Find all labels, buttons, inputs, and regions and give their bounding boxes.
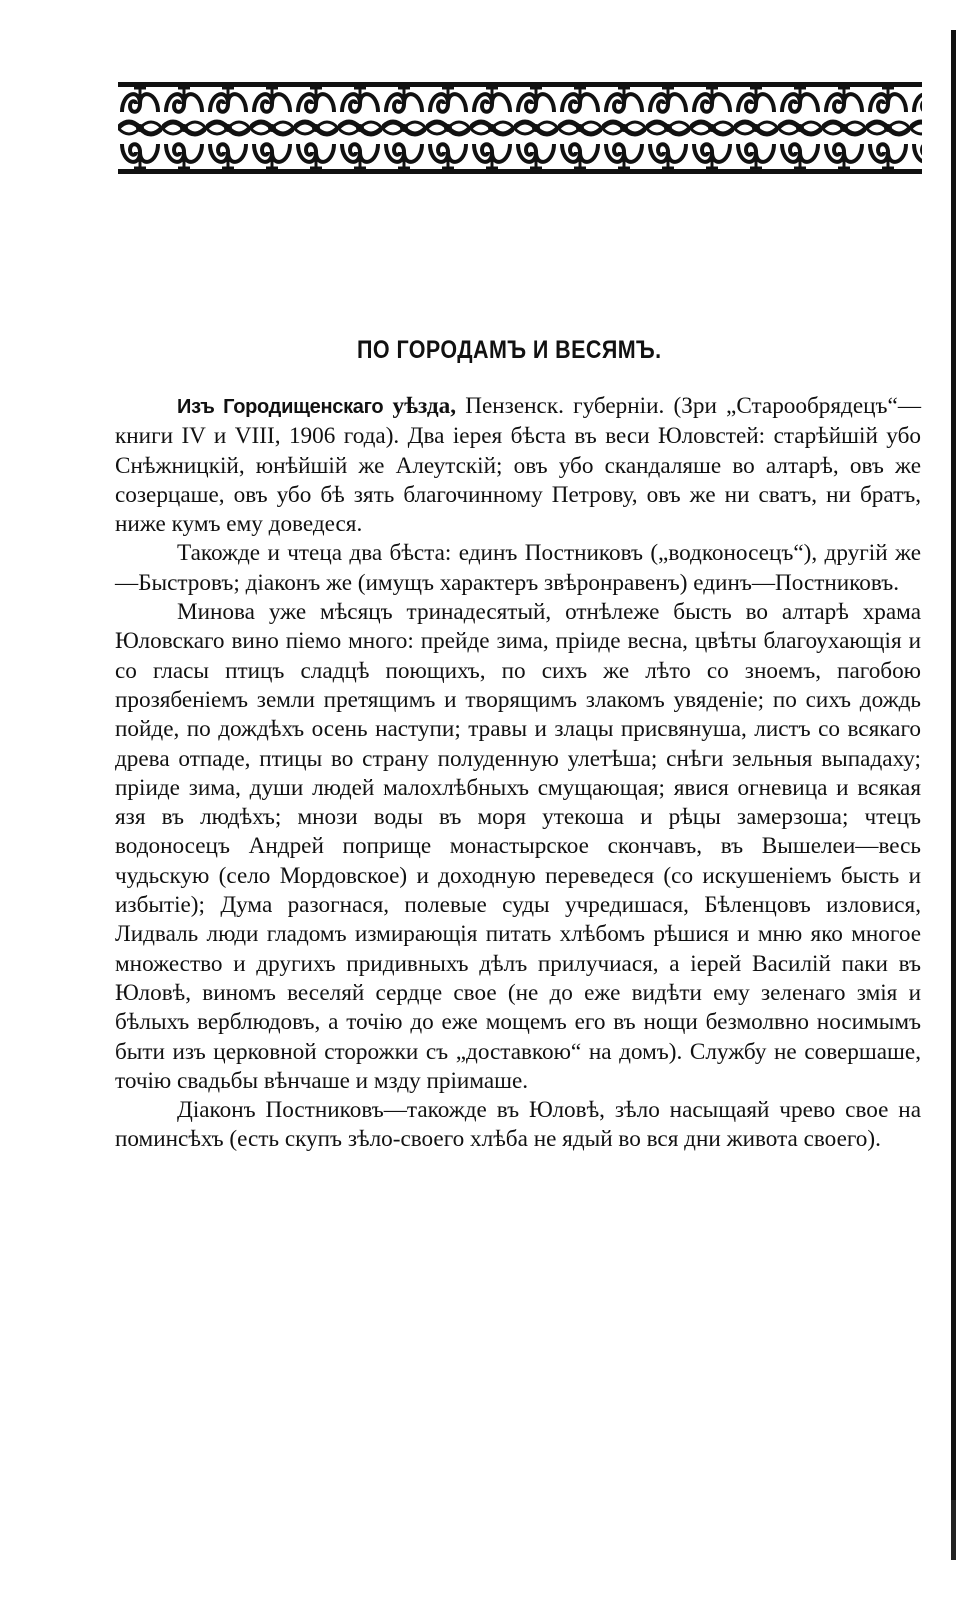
paragraph-4: Діаконъ Постниковъ—такожде въ Юловѣ, зѣло насыщаяй чрево свое на поминсѣхъ (есть скупъ зѣло-своего хлѣба не ядый во вся дни живота своего). (115, 1097, 921, 1153)
right-margin-rule (951, 30, 956, 1500)
paragraph-1-lead: Изъ Городищенскаго (177, 396, 384, 418)
article-body (115, 392, 921, 1155)
paragraph-1 (115, 392, 921, 539)
ornamental-header-band (118, 82, 922, 174)
section-heading: ПО ГОРОДАМЪ И ВЕСЯМЪ. (356, 336, 662, 364)
paragraph-2: Такожде и чтеца два бѣста: единъ Постниковъ („водконосецъ“), другій же—Быстровъ; діаконъ же (имущъ характеръ звѣронравенъ) единъ—Постниковъ. (115, 540, 921, 596)
right-margin-rule-end (951, 1500, 956, 1560)
paragraph-3: Минова уже мѣсяцъ тринадесятый, отнѣлеже бысть во алтарѣ храма Юловскаго вино піемо много: прейде зима, пріиде весна, цвѣты благоухающія и со гласы птицъ сладцѣ поющихъ, по сихъ же лѣто со зноемъ, пагобою прозябеніемъ земли претящимъ и творящимъ злакомъ увяденіе; по сихъ дождь пойде, по дождѣхъ осень наступи; травы и злацы присвянуша, листъ со всякаго древа отпаде, птицы во страну полуденную улетѣша; снѣги зельныя выпадаху; пріиде зима, души людей малохлѣбныхъ смущающая; явися огневица и всякая язя въ людѣхъ; мнози воды въ моря утекоша и рѣцы замерзоша; чтецъ водоносецъ Андрей поприще монастырское скончавъ, въ Вышелеи—весь чудьскую (село Мордовское) и доходную переведеся (со искушеніемъ бысть и избытіе); Дума разогнася, полевые суды учредишася, Бѣленцовъ изловися, Лидваль люди гладомъ измирающія питать хлѣбомъ рѣшися и мню яко многое множество и другихъ придивныхъ дѣлъ прилучиася, а іерей Василій паки въ Юловѣ, виномъ веселяй сердце свое (не до еже видѣти ему зеленаго змія и бѣлыхъ верблюдовъ, а точію до еже мощемъ его въ нощи безмолвно носимымъ быти изъ церковной сторожки съ „доставкою“ на домъ). Службу не совершаше, точію свадьбы вѣнчаше и мзду пріимаше. (115, 599, 921, 1094)
paragraph-1-text: Пензенск. губерніи. (Зри „Старообрядецъ“—книги IV и VIII, 1906 года). Два іерея бѣста въ веси Юловстей: старѣйшій убо Снѣжницкій, юнѣйшій же Алеутскій; овъ убо скандаляше во алтарѣ, овъ же созерцаше, овъ убо бѣ зять благочинному Петрову, овъ же ни сватъ, ни братъ, ниже кумъ ему доведеся. (115, 393, 922, 538)
ornament-pattern (118, 82, 922, 174)
paragraph-1-lead-tail: уѣзда, (392, 393, 457, 419)
